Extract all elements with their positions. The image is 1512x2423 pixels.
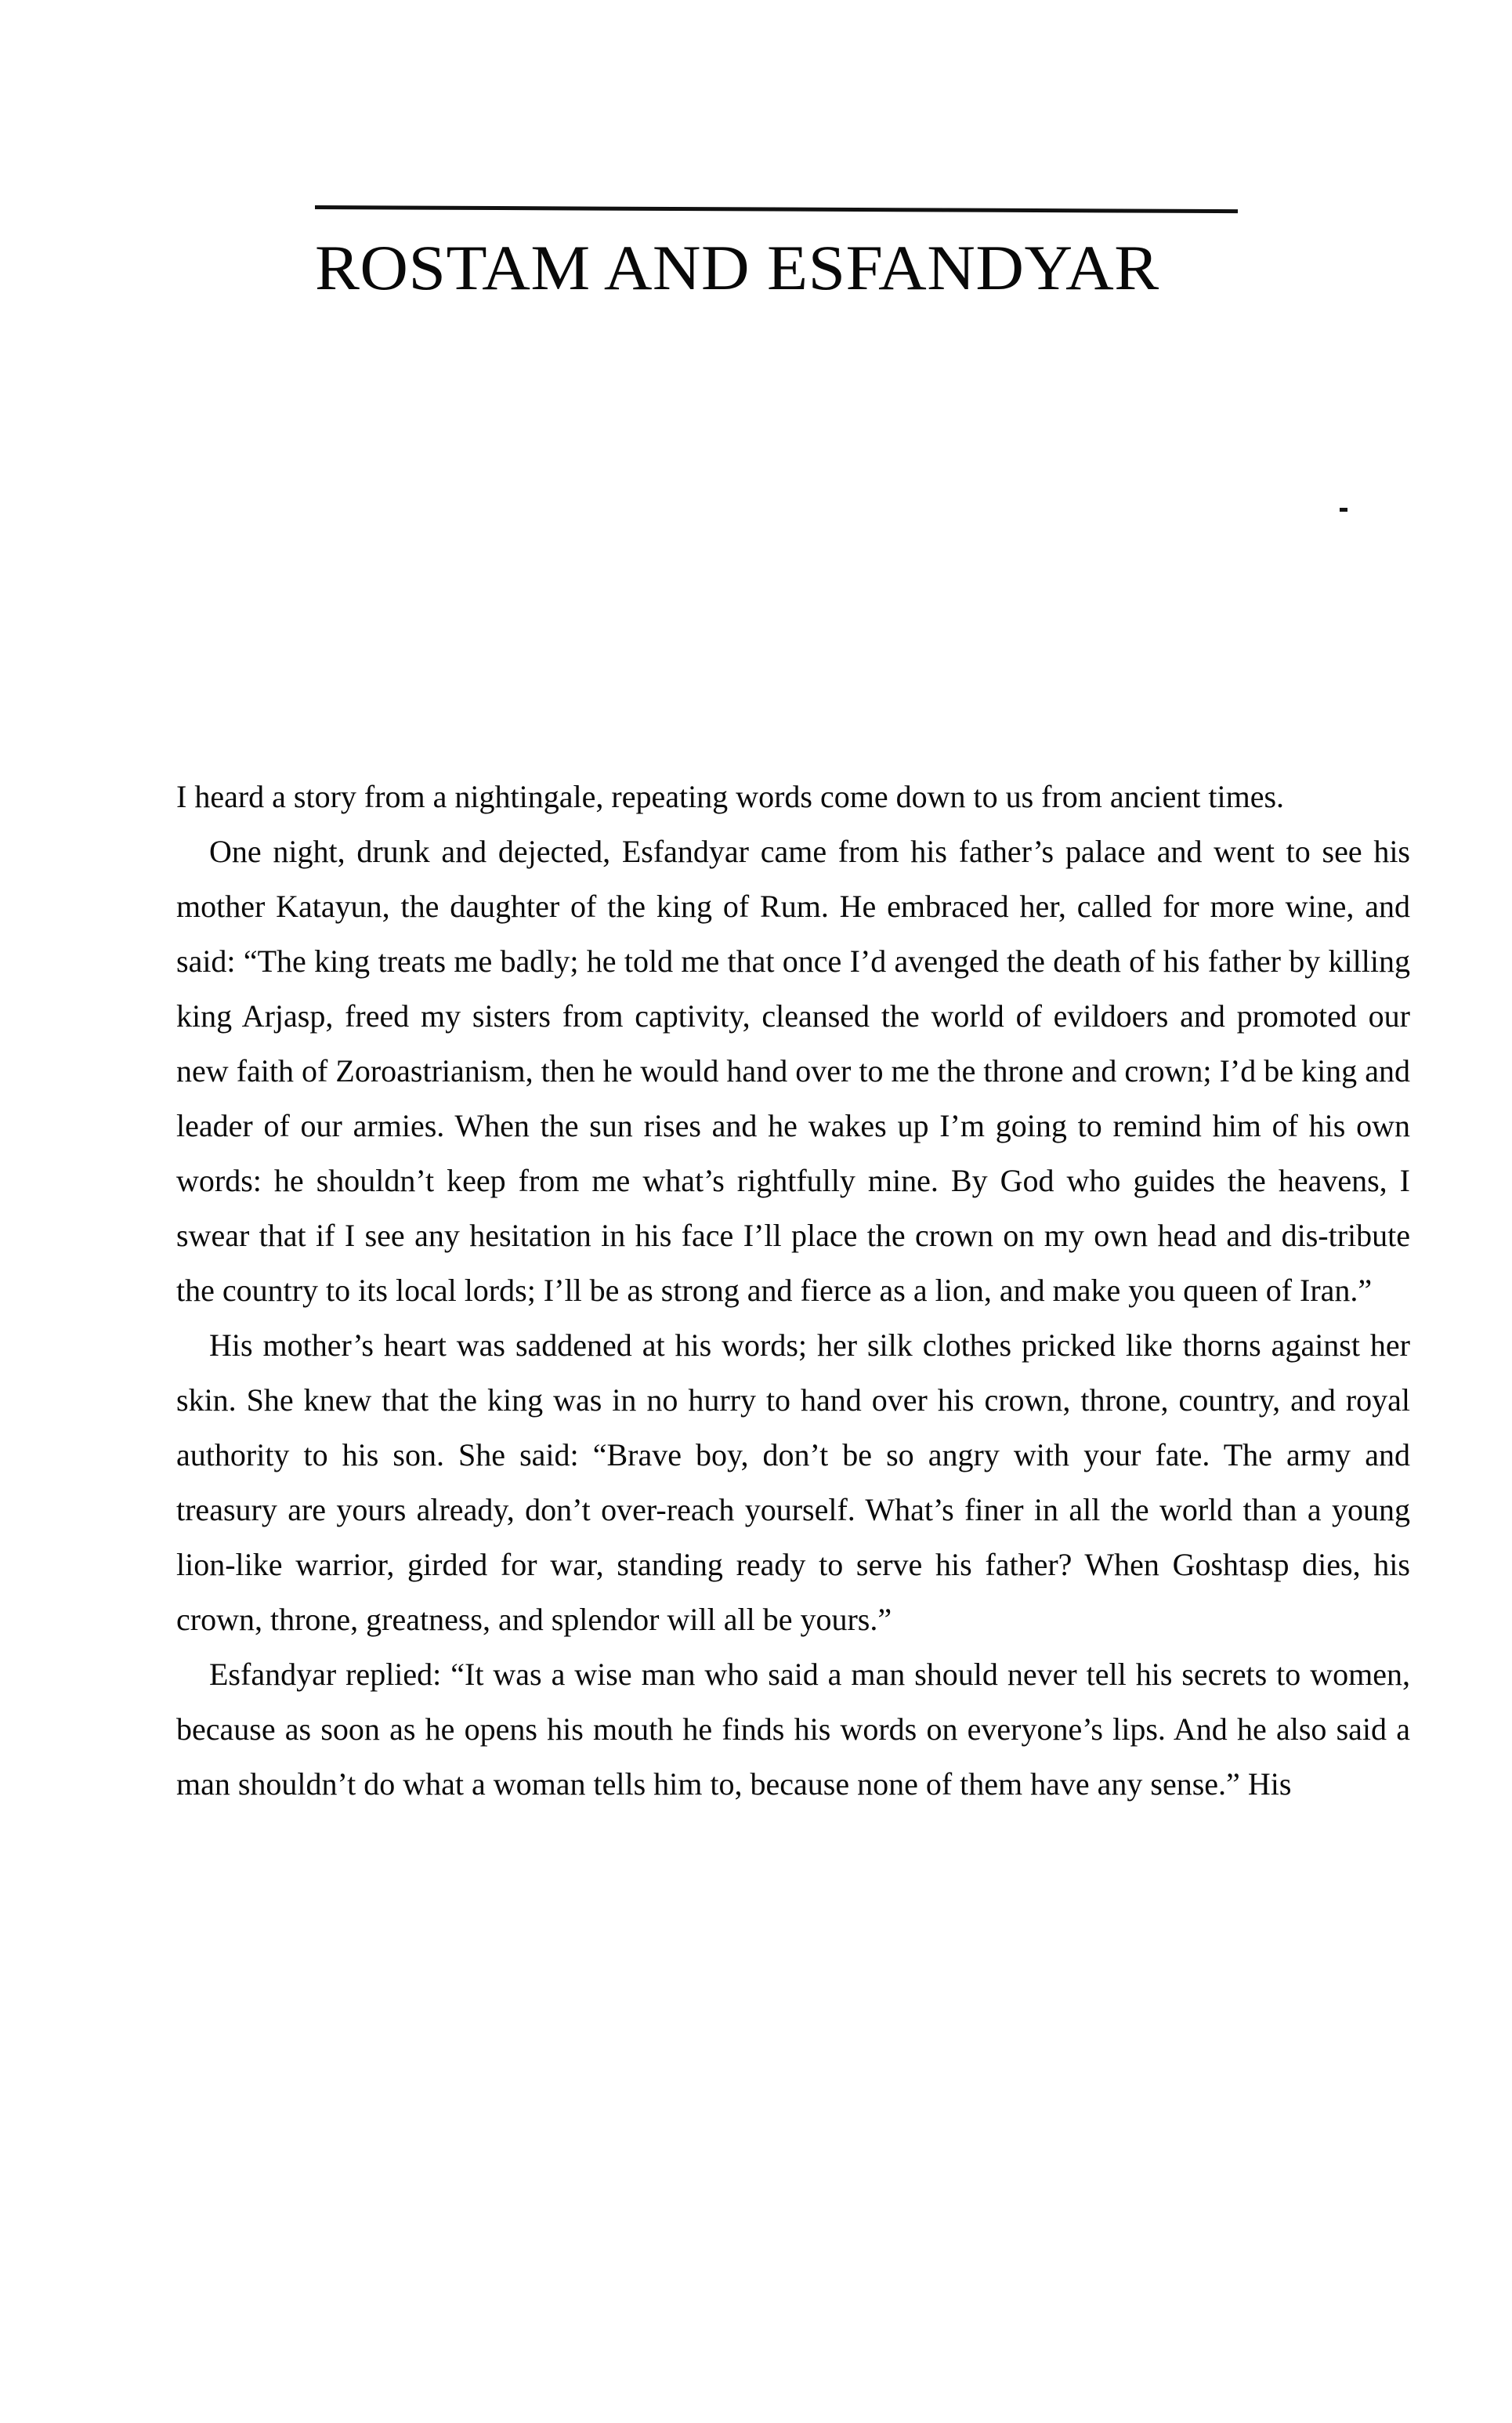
paragraph: Esfandyar replied: “It was a wise man who said a man should never tell his secrets to women, because as soon as he opens his mouth he finds his words on everyone’s lips. And he also said a man shouldn’t do what a woman tells him to, because none of them have any sense.” His: [176, 1657, 1410, 1802]
body-text-column: [176, 770, 1410, 1812]
scan-artifact-mark: [1340, 508, 1347, 512]
paragraph: I heard a story from a nightingale, repeating words come down to us from ancient times.: [176, 779, 1285, 814]
paragraph: His mother’s heart was saddened at his words; her silk clothes pricked like thorns against her skin. She knew that the king was in no hurry to hand over his crown, throne, country, and royal authority to his son. She said: “Brave boy, don’t be so angry with your fate. The army and treasury are yours already, don’t over-reach yourself. What’s finer in all the world than a young lion-like warrior, girded for war, standing ready to serve his father? When Goshtasp dies, his crown, throne, greatness, and splendor will all be yours.”: [176, 1327, 1410, 1637]
paragraph: One night, drunk and dejected, Esfandyar came from his father’s palace and went to see his mother Katayun, the daughter of the king of Rum. He embraced her, called for more wine, and said: “The king treats me badly; he told me that once I’d avenged the death of his father by killing king Arjasp, freed my sisters from captivity, cleansed the world of evildoers and promoted our new faith of Zoroastrianism, then he would hand over to me the throne and crown; I’d be king and leader of our armies. When the sun rises and he wakes up I’m going to remind him of his own words: he shouldn’t keep from me what’s rightfully mine. By God who guides the heavens, I swear that if I see any hesitation in his face I’ll place the crown on my own head and dis-tribute the country to its local lords; I’ll be as strong and fierce as a lion, and make you queen of Iran.”: [176, 834, 1410, 1308]
chapter-heading: [315, 205, 1238, 343]
page-title: ROSTAM AND ESFANDYAR: [315, 232, 1159, 303]
title-divider-rule: [315, 205, 1238, 213]
